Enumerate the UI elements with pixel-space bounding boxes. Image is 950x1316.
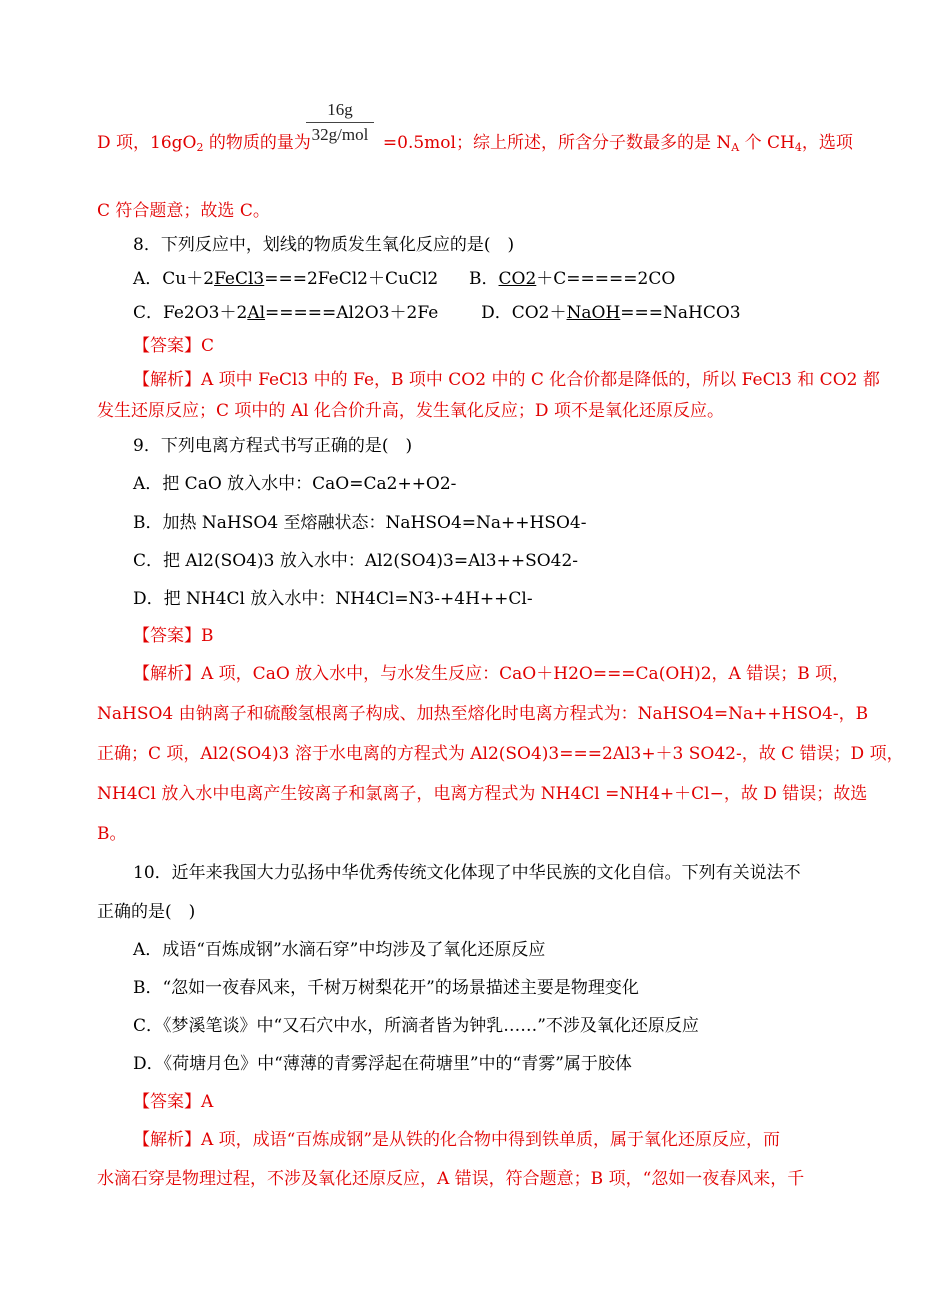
fraction-numerator: 16g (306, 100, 374, 123)
q8-options-ab: A．Cu＋2FeCl3===2FeCl2＋CuCl2 B．CO2＋C=====2CO (133, 269, 676, 289)
q9-answer: 【答案】B (133, 626, 214, 646)
q9-analysis-2: NaHSO4 由钠离子和硫酸氢根离子构成、加热至熔化时电离方程式为：NaHSO4=Na++HSO4-，B (97, 704, 869, 724)
q9-option-d: D．把 NH4Cl 放入水中：NH4Cl=N3-+4H++Cl- (133, 589, 533, 609)
q10-option-c: C．《梦溪笔谈》中“又石穴中水，所滴者皆为钟乳……”不涉及氧化还原反应 (133, 1016, 699, 1036)
q10-analysis-1: 【解析】A 项，成语“百炼成钢”是从铁的化合物中得到铁单质，属于氧化还原反应，而 (133, 1130, 781, 1150)
fraction-denominator: 32g/mol (311, 125, 369, 144)
q7-line-2: C 符合题意；故选 C。 (97, 201, 270, 221)
q8-optB-underlined: CO2 (498, 269, 537, 289)
q10-option-b: B．“忽如一夜春风来，千树万树梨花开”的场景描述主要是物理变化 (133, 978, 639, 998)
q9-analysis-4: NH4Cl 放入水中电离产生铵离子和氯离子，电离方程式为 NH4Cl =NH4+＋Cl−，故 D 错误；故选 (97, 784, 868, 804)
q8-answer: 【答案】C (133, 336, 215, 356)
q10-stem-2: 正确的是( ) (97, 902, 196, 922)
q9-option-c: C．把 Al2(SO4)3 放入水中：Al2(SO4)3=Al3++SO42- (133, 551, 579, 571)
q7-line-1: D 项，$16gO_2$ 的物质的量为 =0.5mol；综上所述，所含分子数最多的是 $N_A$ 个 $CH_4$，选项 (97, 133, 853, 154)
q8-optC-underlined: Al (247, 303, 266, 323)
q9-analysis-3: 正确；C 项，Al2(SO4)3 溶于水电离的方程式为 Al2(SO4)3===2Al3+＋3 SO42-，故 C 错误；D 项， (97, 744, 904, 764)
q10-stem-1: 10．近年来我国大力弘扬中华优秀传统文化体现了中华民族的文化自信。下列有关说法不 (133, 863, 801, 883)
q9-option-b: B．加热 NaHSO4 至熔融状态：NaHSO4=Na++HSO4- (133, 513, 587, 533)
q10-option-a: A．成语“百炼成钢”水滴石穿”中均涉及了氧化还原反应 (133, 940, 546, 960)
q8-options-cd: C．Fe2O3＋2Al=====Al2O3＋2Fe D．CO2＋NaOH===NaHCO3 (133, 303, 741, 323)
q9-analysis-5: B。 (97, 824, 127, 844)
q8-stem: 8．下列反应中，划线的物质发生氧化反应的是( ) (133, 235, 515, 255)
q10-answer: 【答案】A (133, 1092, 214, 1112)
q10-option-d: D．《荷塘月色》中“薄薄的青雾浮起在荷塘里”中的“青雾”属于胶体 (133, 1054, 632, 1074)
q10-analysis-2: 水滴石穿是物理过程，不涉及氧化还原反应，A 错误，符合题意；B 项，“忽如一夜春风来，千 (97, 1169, 805, 1189)
q9-stem: 9．下列电离方程式书写正确的是( ) (133, 436, 413, 456)
q8-analysis-1: 【解析】A 项中 FeCl3 中的 Fe，B 项中 CO2 中的 C 化合价都是降低的，所以 FeCl3 和 CO2 都 (133, 370, 880, 390)
q8-optA-underlined: FeCl3 (214, 269, 265, 289)
q9-option-a: A．把 CaO 放入水中：CaO=Ca2++O2- (133, 474, 457, 494)
q8-optD-underlined: NaOH (566, 303, 621, 323)
q8-analysis-2: 发生还原反应；C 项中的 Al 化合价升高，发生氧化反应；D 项不是氧化还原反应。 (97, 401, 724, 421)
q9-analysis-1: 【解析】A 项，CaO 放入水中，与水发生反应：CaO＋H2O===Ca(OH)2，A 错误；B 项， (133, 664, 850, 684)
